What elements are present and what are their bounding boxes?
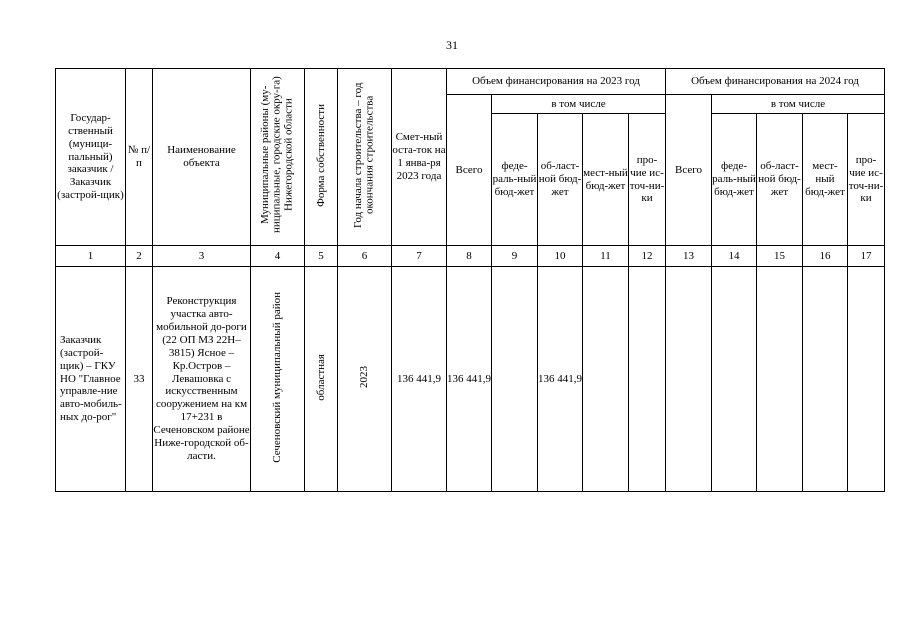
- column-number: 13: [666, 246, 712, 267]
- cell-remaining: 136 441,9: [392, 267, 447, 492]
- column-number: 14: [712, 246, 757, 267]
- cell-regional-2024: [757, 267, 803, 492]
- column-number: 12: [629, 246, 666, 267]
- header-number: № п/п: [126, 69, 153, 246]
- header-remaining: Смет-ный оста-ток на 1 янва-ря 2023 года: [392, 69, 447, 246]
- column-number: 16: [803, 246, 848, 267]
- cell-customer: Заказчик (застрой-щик) – ГКУ НО "Главное управле-ние авто-мобиль-ных до-рог": [56, 267, 126, 492]
- header-local-2023: мест-ный бюд-жет: [583, 114, 629, 246]
- header-municipality: Муниципальные районы (му-ниципальные, городские окру-га) Нижегородской области: [251, 69, 305, 246]
- funding-table: [55, 68, 885, 492]
- cell-local-2024: [803, 267, 848, 492]
- header-customer: Государ-ственный (муници-пальный) заказчик / Заказчик (застрой-щик): [56, 69, 126, 246]
- header-including-2023: в том числе: [492, 95, 666, 114]
- column-number-row: [56, 246, 885, 267]
- header-regional-2023: об-ласт-ной бюд-жет: [538, 114, 583, 246]
- header-funding-2023: Объем финансирования на 2023 год: [447, 69, 666, 95]
- column-number: 8: [447, 246, 492, 267]
- column-number: 9: [492, 246, 538, 267]
- cell-federal-2023: [492, 267, 538, 492]
- cell-ownership: областная: [305, 267, 338, 492]
- cell-total-2024: [666, 267, 712, 492]
- cell-other-2023: [629, 267, 666, 492]
- column-number: 2: [126, 246, 153, 267]
- header-years: Год начала строительства – год окончания строительства: [338, 69, 392, 246]
- header-other-2024: про-чие ис-точ-ни-ки: [848, 114, 885, 246]
- column-number: 5: [305, 246, 338, 267]
- page-number: 31: [446, 38, 458, 52]
- header-ownership: Форма собственности: [305, 69, 338, 246]
- column-number: 11: [583, 246, 629, 267]
- cell-total-2023: 136 441,9: [447, 267, 492, 492]
- cell-object-name: Реконструкция участка авто-мобильной до-роги (22 ОП МЗ 22Н–3815) Ясное – Кр.Остров – Левашовка с искусственным сооружением на км 17+231 в Сеченовском районе Ниже-городской об-ласти.: [153, 267, 251, 492]
- cell-other-2024: [848, 267, 885, 492]
- column-number: 10: [538, 246, 583, 267]
- header-federal-2023: феде-раль-ный бюд-жет: [492, 114, 538, 246]
- cell-municipality: Сеченовский муниципальный район: [251, 267, 305, 492]
- column-number: 1: [56, 246, 126, 267]
- header-other-2023: про-чие ис-точ-ни-ки: [629, 114, 666, 246]
- header-including-2024: в том числе: [712, 95, 885, 114]
- header-regional-2024: об-ласт-ной бюд-жет: [757, 114, 803, 246]
- cell-regional-2023: 136 441,9: [538, 267, 583, 492]
- table-row: [56, 267, 885, 492]
- column-number: 4: [251, 246, 305, 267]
- column-number: 3: [153, 246, 251, 267]
- cell-number: 33: [126, 267, 153, 492]
- column-number: 15: [757, 246, 803, 267]
- header-funding-2024: Объем финансирования на 2024 год: [666, 69, 885, 95]
- column-number: 7: [392, 246, 447, 267]
- cell-years: 2023: [338, 267, 392, 492]
- header-object-name: Наименование объекта: [153, 69, 251, 246]
- header-federal-2024: феде-раль-ный бюд-жет: [712, 114, 757, 246]
- column-number: 17: [848, 246, 885, 267]
- column-number: 6: [338, 246, 392, 267]
- cell-federal-2024: [712, 267, 757, 492]
- header-total-2024: Всего: [666, 95, 712, 246]
- cell-local-2023: [583, 267, 629, 492]
- header-total-2023: Всего: [447, 95, 492, 246]
- header-local-2024: мест-ный бюд-жет: [803, 114, 848, 246]
